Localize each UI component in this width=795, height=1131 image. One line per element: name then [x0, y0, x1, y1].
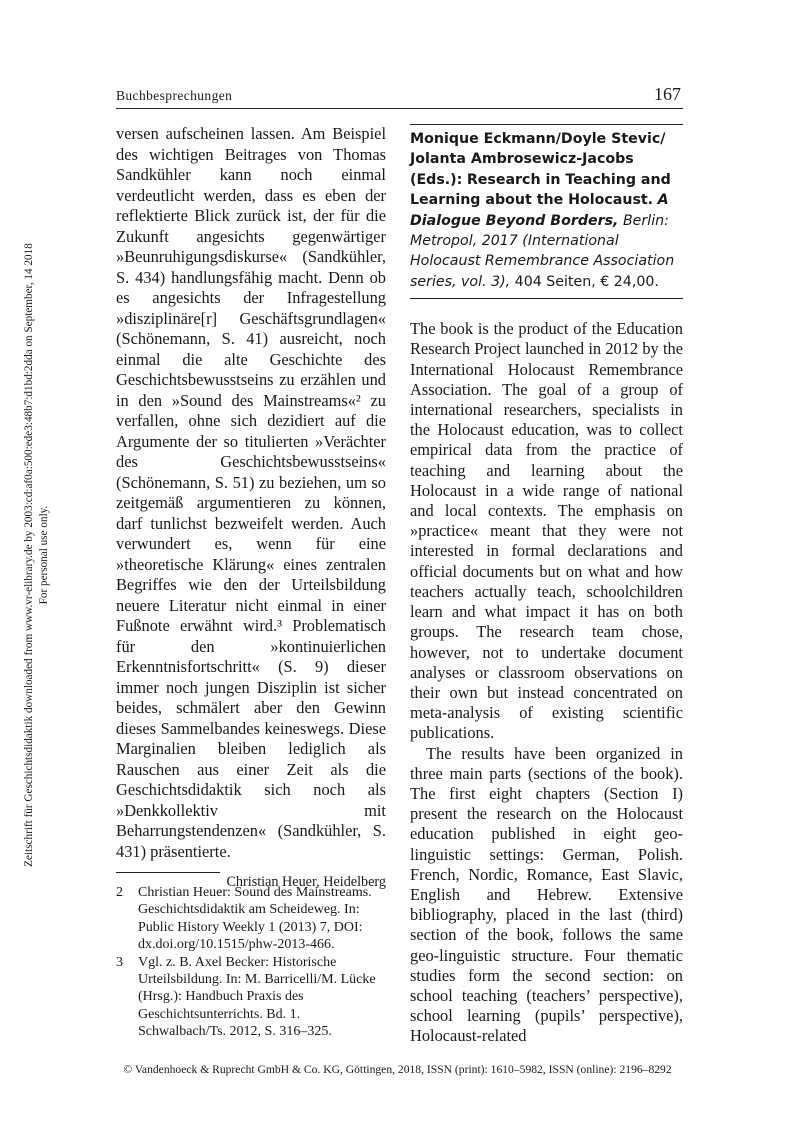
footnote-text: Christian Heuer: Sound des Mainstreams. Geschichtsdidaktik am Scheideweg. In: Public History Weekly 1 (2013) 7, DOI: dx.doi.org/10.1515/phw-2013-466. — [138, 885, 372, 953]
review-bibliographic-header — [410, 124, 683, 299]
review-publisher: Berlin: Metropol, 2017 (International Holocaust Remembrance Association series, vol. 3), — [410, 212, 675, 290]
review-text — [410, 319, 683, 1046]
running-head — [116, 86, 683, 109]
paragraph: The book is the product of the Education Research Project launched in 2012 by the International Holocaust Remembrance Association. The goal of a group of international researchers, specialists in the Holocaust education, was to collect empirical data from the practice of teaching and learning about the Holocaust in a wide range of national and local contexts. The emphasis on »practice« meant that they were not interested in formal declarations and official documents but on what and how teachers actually teach, schoolchildren learn and what impact it has on both groups. The research team chose, however, not to undertake document analyses or classroom observations on their own but instead concentrated on meta-analysis of existing scientific publications. — [410, 319, 683, 743]
section-title: Buchbesprechungen — [116, 88, 233, 103]
page-number: 167 — [654, 84, 681, 104]
footnote-number: 3 — [116, 954, 123, 970]
right-column — [410, 124, 683, 1047]
left-column-text — [116, 124, 386, 862]
download-notice — [22, 175, 66, 935]
download-notice-line: For personal use only. — [38, 505, 50, 605]
review-signature: Christian Heuer, Heidelberg — [226, 874, 386, 890]
review-book-title: Research in Teaching and Learning about the Holocaust. — [410, 171, 671, 209]
review-book-subtitle: A Dialogue Beyond Borders, — [410, 192, 669, 229]
download-notice-line: Zeitschrift für Geschichtsdidaktik downloaded from www.vr-elibrary.de by 2003:cd:af0a:500:ede3:48b7:d1bd:2dda on September, 14 2018 — [23, 243, 35, 867]
footnote-number: 2 — [116, 885, 123, 900]
footnote — [116, 884, 386, 954]
review-pages-price: 404 Seiten, € 24,00. — [514, 273, 659, 290]
footnote-text: Vgl. z. B. Axel Becker: Historische Urteilsbildung. In: M. Barricelli/M. Lücke (Hrsg.): Handbuch Praxis des Geschichtsunterrichts. Bd. 1. Schwalbach/Ts. 2012, S. 316–325. — [138, 954, 376, 1040]
left-column — [116, 124, 386, 891]
paragraph: versen aufscheinen lassen. Am Beispiel des wichtigen Beitrages von Thomas Sandkühler kann noch einmal verdeutlicht werden, dass es eben der reflektierte Blick zurück ist, der für die Zukunft angesichts gegenwärtiger »Beunruhigungsdiskurse« (Sandkühler, S. 434) handlungsfähig macht. Denn ob es angesichts der Infragestellung »disziplinäre[r] Geschäftsgrundlagen« (Schönemann, S. 41) ausreicht, noch einmal die alte Geschichte des Geschichtsbewusstseins zu erzählen und in den »Sound des Mainstreams«² zu verfallen, ohne sich dezidiert auf die Argumente der so titulierten »Verächter des Geschichtsbewusstseins« (Schönemann, S. 51) zu beziehen, um so zeitgemäß argumentieren zu können, darf tunlichst bezweifelt werden. Auch verwundert es, wenn für eine »theoretische Klärung« eines zentralen Begriffes wie den der Urteilsbildung neuere Literatur nicht einmal in einer Fußnote erwähnt wird.³ Problematisch für den »kontinuierlichen Erkenntnisfortschritt« (S. 9) dieser immer noch jungen Disziplin ist sicher beides, schmälert aber den Gewinn dieses Sammelbandes keineswegs. Diese Marginalien bleiben lediglich als Rauschen aus einer Zeit als die Geschichtsdidaktik sich noch als »Denkkollektiv mit Beharrungstendenzen« (Sandkühler, S. 431) präsentierte. — [116, 124, 386, 861]
copyright-footer: © Vandenhoeck & Ruprecht GmbH & Co. KG, Göttingen, 2018, ISSN (print): 1610–5982, ISSN (online): 2196–8292 — [123, 1063, 672, 1076]
paragraph: The results have been organized in three main parts (sections of the book). The first eight chapters (Section I) present the research on the Holocaust education published in eight geo-linguistic settings: German, Polish. French, Nordic, Romance, East Slavic, English and Hebrew. Extensive bibliography, placed in the last (third) section of the book, follows the same geo-linguistic structure. Four thematic studies form the second section: on school teaching (teachers’ perspective), school learning (pupils’ perspective), Holocaust-related — [410, 743, 683, 1046]
footnotes — [116, 884, 386, 1041]
footnote — [116, 954, 386, 1041]
review-authors: Monique Eckmann/Doyle Stevic/ Jolanta Ambrosewicz-Jacobs (Eds.): — [410, 131, 666, 188]
footnote-rule — [116, 872, 220, 873]
